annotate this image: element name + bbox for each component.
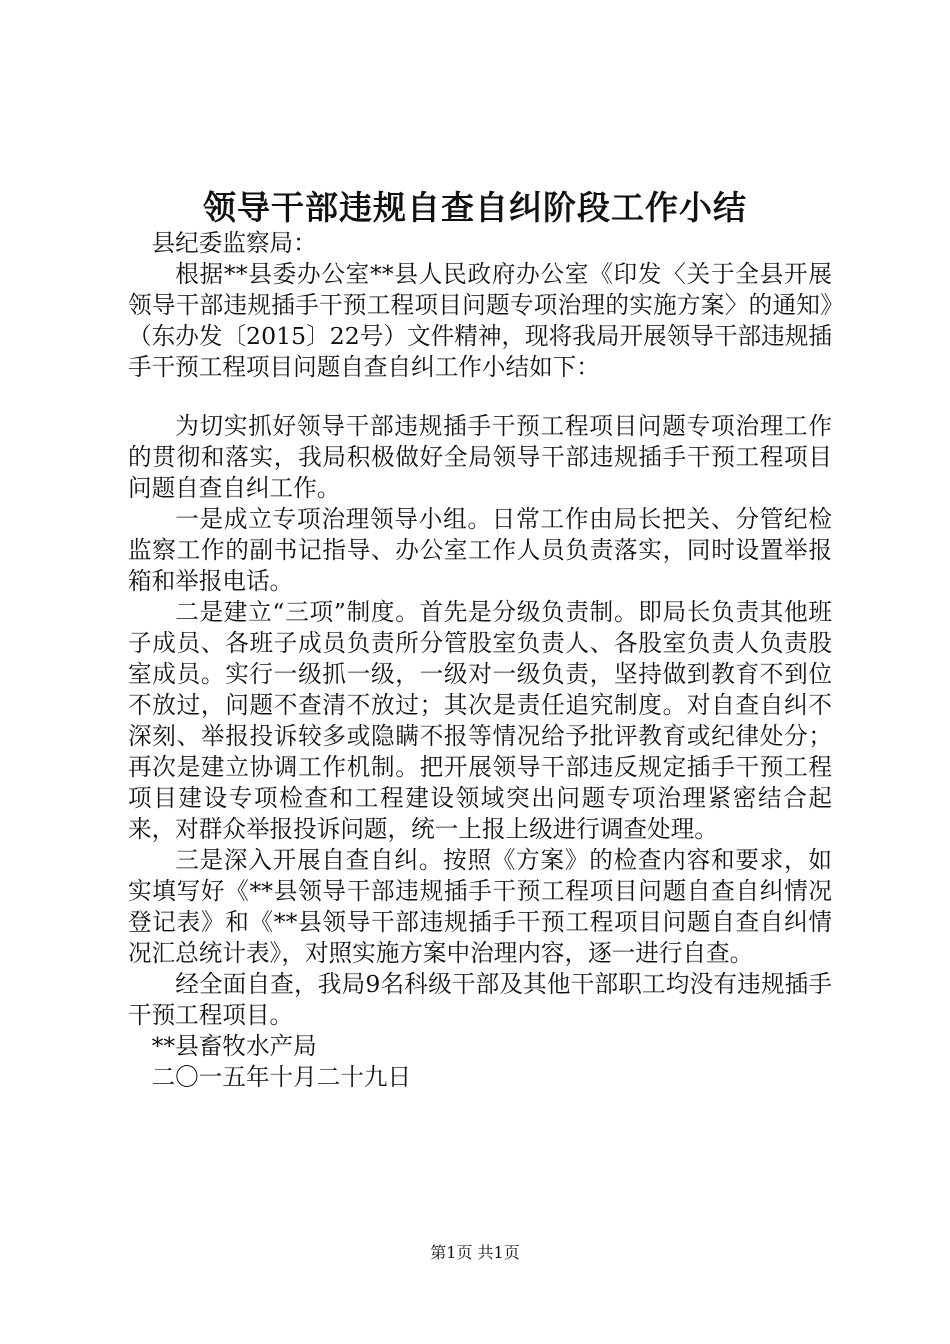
paragraph-point-two: 二是建立“三项”制度。首先是分级负责制。即局长负责其他班子成员、各班子成员负责所分管股室负责人、各股室负责人负责股室成员。实行一级抓一级，一级对一级负责，坚持做到教育不到位不放过，问题不查清不放过；其次是责任追究制度。对自查自纠不深刻、举报投诉较多或隐瞒不报等情况给予批评教育或纪律处分；再次是建立协调工作机制。把开展领导干部违反规定插手干预工程项目建设专项检查和工程建设领域突出问题专项治理紧密结合起来，对群众举报投诉问题，统一上报上级进行调查处理。 <box>128 598 832 843</box>
paragraph-intro: 根据**县委办公室**县人民政府办公室《印发〈关于全县开展领导干部违规插手干预工程项目问题专项治理的实施方案〉的通知》（东办发〔2015〕22号）文件精神，现将我局开展领导干部违规插手干预工程项目问题自查自纠工作小结如下： <box>128 260 832 381</box>
paragraph-conclusion: 经全面自查，我局9名科级干部及其他干部职工均没有违规插手干预工程项目。 <box>128 970 832 1029</box>
signature-organization: **县畜牧水产局 <box>151 1032 317 1060</box>
paragraph-gap <box>128 383 832 411</box>
document-body <box>128 228 832 1093</box>
page-number: 第1页 共1页 <box>430 1243 520 1262</box>
signature-date: 二〇一五年十月二十九日 <box>151 1063 412 1091</box>
paragraph-point-three: 三是深入开展自查自纠。按照《方案》的检查内容和要求，如实填写好《**县领导干部违规插手干预工程项目问题自查自纠情况登记表》和《**县领导干部违规插手干预工程项目问题自查自纠情况汇总统计表》，对照实施方案中治理内容，逐一进行自查。 <box>128 846 832 967</box>
paragraph-overview: 为切实抓好领导干部违规插手干预工程项目问题专项治理工作的贯彻和落实，我局积极做好全局领导干部违规插手干预工程项目问题自查自纠工作。 <box>128 412 832 502</box>
document-title: 领导干部违规自查自纠阶段工作小结 <box>203 188 747 227</box>
salutation: 县纪委监察局： <box>151 229 317 257</box>
paragraph-point-one: 一是成立专项治理领导小组。日常工作由局长把关、分管纪检监察工作的副书记指导、办公室工作人员负责落实，同时设置举报箱和举报电话。 <box>128 505 832 595</box>
